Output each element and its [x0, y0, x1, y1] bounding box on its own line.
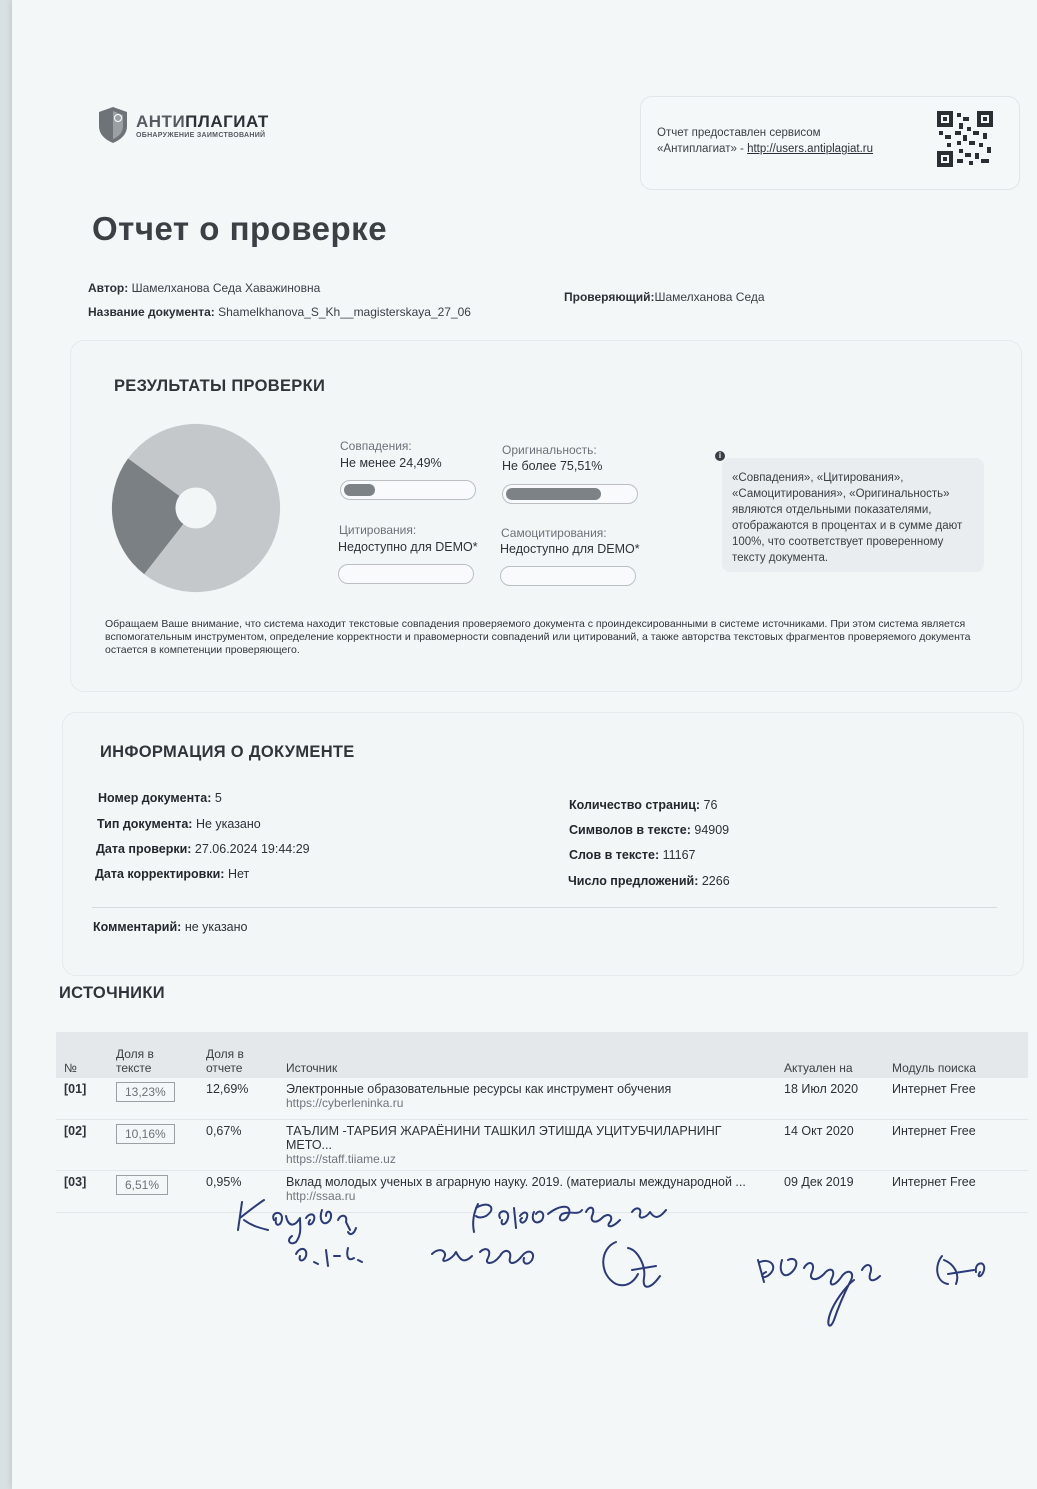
service-url-link[interactable]: http://users.antiplagiat.ru	[747, 143, 874, 155]
doc-type-value: Не указано	[192, 817, 261, 831]
chars-value: 94909	[690, 823, 730, 837]
actual-date: 18 Июл 2020	[776, 1078, 884, 1120]
words-label: Слов в тексте:	[569, 848, 660, 862]
col-source: Источник	[278, 1032, 776, 1078]
sources-table	[56, 1032, 1028, 1213]
service-line2: «Антиплагиат» -	[657, 143, 748, 155]
doc-number-value: 5	[211, 791, 222, 805]
docinfo-title: ИНФОРМАЦИЯ О ДОКУМЕНТЕ	[100, 743, 355, 761]
results-title: РЕЗУЛЬТАТЫ ПРОВЕРКИ	[114, 377, 326, 395]
search-module: Интернет Free	[884, 1171, 1028, 1213]
service-line1: Отчет предоставлен сервисом	[657, 127, 821, 139]
info-icon: i	[715, 451, 725, 461]
originality-label: Оригинальность:	[502, 443, 597, 457]
actual-date: 14 Окт 2020	[776, 1120, 884, 1171]
doc-type-label: Тип документа:	[97, 817, 193, 831]
pages-label: Количество страниц:	[569, 798, 701, 812]
share-text-badge: 6,51%	[116, 1175, 168, 1195]
share-report-value: 0,95%	[198, 1171, 278, 1213]
source-title: ТАЪЛИМ -ТАРБИЯ ЖАРАЁНИНИ ТАШКИЛ ЭТИШДА УЦИТУБЧИЛАРНИНГ МЕТО...	[286, 1124, 722, 1152]
doc-number-field	[98, 791, 222, 805]
share-report-value: 0,67%	[198, 1120, 278, 1171]
docname-value: Shamelkhanova_S_Kh__magisterskaya_27_06	[214, 305, 471, 319]
antiplagiat-logo	[98, 106, 269, 144]
source-url-link[interactable]: http://ssaa.ru	[286, 1189, 356, 1203]
page-title: Отчет о проверке	[92, 210, 388, 247]
chars-label: Символов в тексте:	[569, 823, 691, 837]
col-num: №	[56, 1032, 108, 1078]
doc-number-label: Номер документа:	[98, 791, 212, 805]
sentences-field	[568, 874, 730, 888]
docname-label: Название документа:	[88, 305, 215, 319]
words-field	[569, 848, 696, 862]
checker-label: Проверяющий:	[564, 290, 655, 304]
info-box	[722, 458, 984, 572]
correction-date-label: Дата корректировки:	[95, 867, 225, 881]
logo-brand-a: АНТИ	[136, 111, 186, 131]
words-value: 11167	[659, 848, 696, 862]
notice-text: Обращаем Ваше внимание, что система находит текстовые совпадения проверяемого документа с проиндексированными в системе источниками. При этом система является вспомогательным инструментом, определение корректности и правомерности совпадений или цитирований, а также авторства текстовых фрагментов проверяемого документа остается в компетенции проверяющего.	[105, 618, 971, 656]
check-date-label: Дата проверки:	[96, 842, 192, 856]
info-text: «Совпадения», «Цитирования», «Самоцитирования», «Оригинальность» являются отдельными показателями, отображаются в процентах и в сумме дают 100%, что соответствует проверенному тексту документа.	[732, 472, 963, 564]
search-module: Интернет Free	[884, 1078, 1028, 1120]
col-share-report: Доля в отчете	[198, 1032, 278, 1078]
originality-value: Не более 75,51%	[502, 459, 603, 473]
check-date-field	[96, 842, 310, 856]
qr-code-icon	[937, 111, 993, 167]
row-num: [03]	[56, 1171, 108, 1213]
search-module: Интернет Free	[884, 1120, 1028, 1171]
share-text-badge: 10,16%	[116, 1124, 175, 1144]
check-date-value: 27.06.2024 19:44:29	[191, 842, 310, 856]
checker-line	[564, 290, 765, 304]
table-row[interactable]	[56, 1078, 1028, 1120]
source-url-link[interactable]: https://cyberleninka.ru	[286, 1096, 404, 1110]
selfcite-bar	[500, 566, 636, 586]
checker-value: Шамелханова Седа	[654, 290, 765, 304]
selfcite-value: Недоступно для DEMO*	[500, 542, 640, 556]
source-title: Электронные образовательные ресурсы как инструмент обучения	[286, 1082, 672, 1096]
chars-field	[569, 823, 729, 837]
sentences-label: Число предложений:	[568, 874, 699, 888]
correction-date-field	[95, 867, 249, 881]
logo-tagline: ОБНАРУЖЕНИЕ ЗАИМСТВОВАНИЙ	[136, 131, 266, 139]
logo-brand-b: ПЛАГИАТ	[185, 111, 269, 131]
originality-bar-fill	[506, 488, 601, 500]
originality-bar	[502, 484, 638, 504]
citations-label: Цитирования:	[339, 523, 417, 537]
doc-type-field	[97, 817, 261, 831]
sentences-value: 2266	[698, 874, 730, 888]
author-value: Шамелханова Седа Хаважиновна	[128, 281, 321, 295]
source-url-link[interactable]: https://staff.tiiame.uz	[286, 1152, 396, 1166]
pages-value: 76	[700, 798, 718, 812]
service-box	[640, 96, 1020, 190]
comment-label: Комментарий:	[93, 920, 182, 934]
sources-header-row	[56, 1032, 1028, 1078]
row-num: [01]	[56, 1078, 108, 1120]
citations-value: Недоступно для DEMO*	[338, 540, 478, 554]
pages-field	[569, 798, 717, 812]
table-row[interactable]	[56, 1120, 1028, 1171]
docname-line	[88, 305, 471, 319]
divider	[92, 907, 997, 908]
sources-title: ИСТОЧНИКИ	[59, 984, 165, 1002]
col-share-text: Доля в тексте	[108, 1032, 198, 1078]
shield-icon	[98, 106, 128, 144]
correction-date-value: Нет	[224, 867, 250, 881]
comment-value: не указано	[181, 920, 248, 934]
author-label: Автор:	[88, 281, 129, 295]
matches-bar-fill	[344, 484, 375, 496]
results-donut-chart	[108, 420, 284, 596]
citations-bar	[338, 564, 474, 584]
matches-label: Совпадения:	[340, 439, 412, 453]
source-title: Вклад молодых ученых в аграрную науку. 2019. (материалы международной ...	[286, 1175, 746, 1189]
share-text-badge: 13,23%	[116, 1082, 175, 1102]
author-line	[88, 281, 320, 295]
col-module: Модуль поиска	[884, 1032, 1028, 1078]
handwritten-signatures	[230, 1190, 1010, 1340]
row-num: [02]	[56, 1120, 108, 1171]
selfcite-label: Самоцитирования:	[501, 526, 607, 540]
col-actual: Актуален на	[776, 1032, 884, 1078]
matches-bar	[340, 480, 476, 500]
actual-date: 09 Дек 2019	[776, 1171, 884, 1213]
share-report-value: 12,69%	[198, 1078, 278, 1120]
matches-value: Не менее 24,49%	[340, 456, 442, 470]
comment-field	[93, 920, 248, 934]
